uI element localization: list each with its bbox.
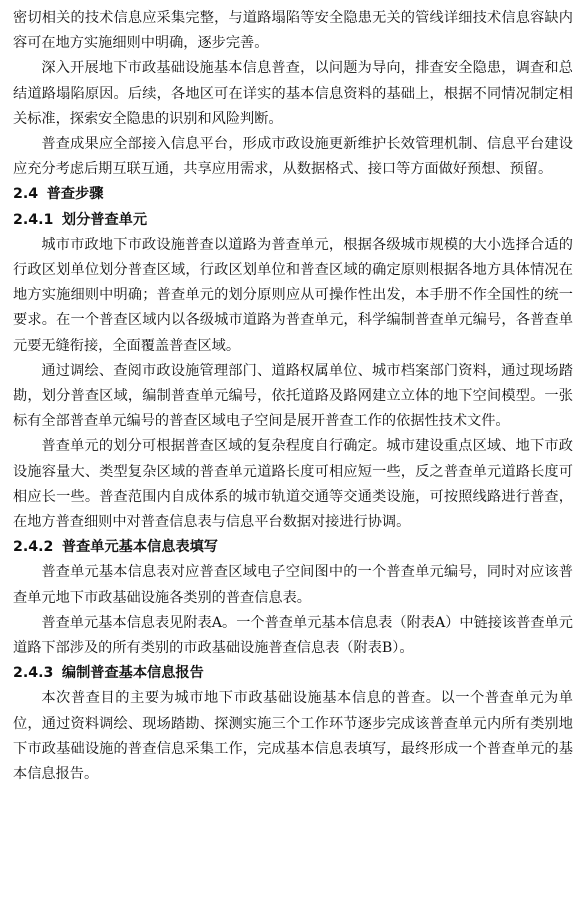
paragraph-appendix: 普查单元基本信息表见附表A。一个普查单元基本信息表（附表A）中链接该普查单元道路下部涉及的所有类别的市政基础设施普查信息表（附表B）。 <box>13 614 573 657</box>
paragraph-unit-complexity: 普查单元的划分可根据普查区域的复杂程度自行确定。城市建设重点区域、地下市政设施容量大、类型复杂区域的普查单元道路长度可相应短一些，反之普查单元道路长度可相应长一些。普查范围内自成体系的城市轨道交通等交通类设施，可按照线路进行普查，在地方普查细则中对普查信息表与信息平台数据对接进行协调。 <box>13 438 573 531</box>
section-heading-2-4-1 <box>13 208 573 233</box>
section-number: 2.4.3 <box>13 665 54 682</box>
paragraph-platform: 普查成果应全部接入信息平台，形成市政设施更新维护长效管理机制、信息平台建设应充分考虑后期互联互通，共享应用需求，从数据格式、接口等方面做好预想、预留。 <box>13 136 573 178</box>
paragraph-info-table: 普查单元基本信息表对应普查区域电子空间图中的一个普查单元编号，同时对应该普查单元地下市政基础设施各类别的普查信息表。 <box>13 564 573 606</box>
paragraph-survey-method: 通过调绘、查阅市政设施管理部门、道路权属单位、城市档案部门资料，通过现场踏勘，划分普查区域，编制普查单元编号，依托道路及路网建立立体的地下空间模型。一张标有全部普查单元编号的普查区域电子空间是展开普查工作的依据性技术文件。 <box>13 362 573 430</box>
section-heading-2-4 <box>13 182 573 207</box>
section-number: 2.4 <box>13 186 39 203</box>
section-title: 普查单元基本信息表填写 <box>61 539 218 556</box>
section-title: 编制普查基本信息报告 <box>61 665 204 682</box>
section-heading-2-4-2 <box>13 535 573 560</box>
section-number: 2.4.1 <box>13 211 54 228</box>
paragraph-continuation: 密切相关的技术信息应采集完整，与道路塌陷等安全隐患无关的管线详细技术信息容缺内容可在地方实施细则中明确，逐步完善。 <box>13 10 573 52</box>
section-number: 2.4.2 <box>13 539 54 556</box>
section-title: 普查步骤 <box>46 186 104 203</box>
paragraph-investigation: 深入开展地下市政基础设施基本信息普查，以问题为导向，排查安全隐患，调查和总结道路塌陷原因。后续，各地区可在详实的基本信息资料的基础上，根据不同情况制定相关标准，探索安全隐患的识别和风险判断。 <box>13 60 573 127</box>
section-heading-2-4-3 <box>13 661 573 686</box>
paragraph-report: 本次普查目的主要为城市地下市政基础设施基本信息的普查。以一个普查单元为单位，通过资料调绘、现场踏勘、探测实施三个工作环节逐步完成该普查单元内所有类别地下市政基础设施的普查信息采集工作，完成基本信息表填写，最终形成一个普查单元的基本信息报告。 <box>13 690 573 783</box>
paragraph-unit-division: 城市市政地下市政设施普查以道路为普查单元，根据各级城市规模的大小选择合适的行政区划单位划分普查区域，行政区划单位和普查区域的确定原则根据各地方具体情况在地方实施细则中明确；普查单元的划分原则应从可操作性出发，本手册不作全国性的统一要求。在一个普查区域内以各级城市道路为普查单元，科学编制普查单元编号，各普查单元要无缝衔接，全面覆盖普查区域。 <box>13 236 573 354</box>
section-title: 划分普查单元 <box>61 211 148 228</box>
